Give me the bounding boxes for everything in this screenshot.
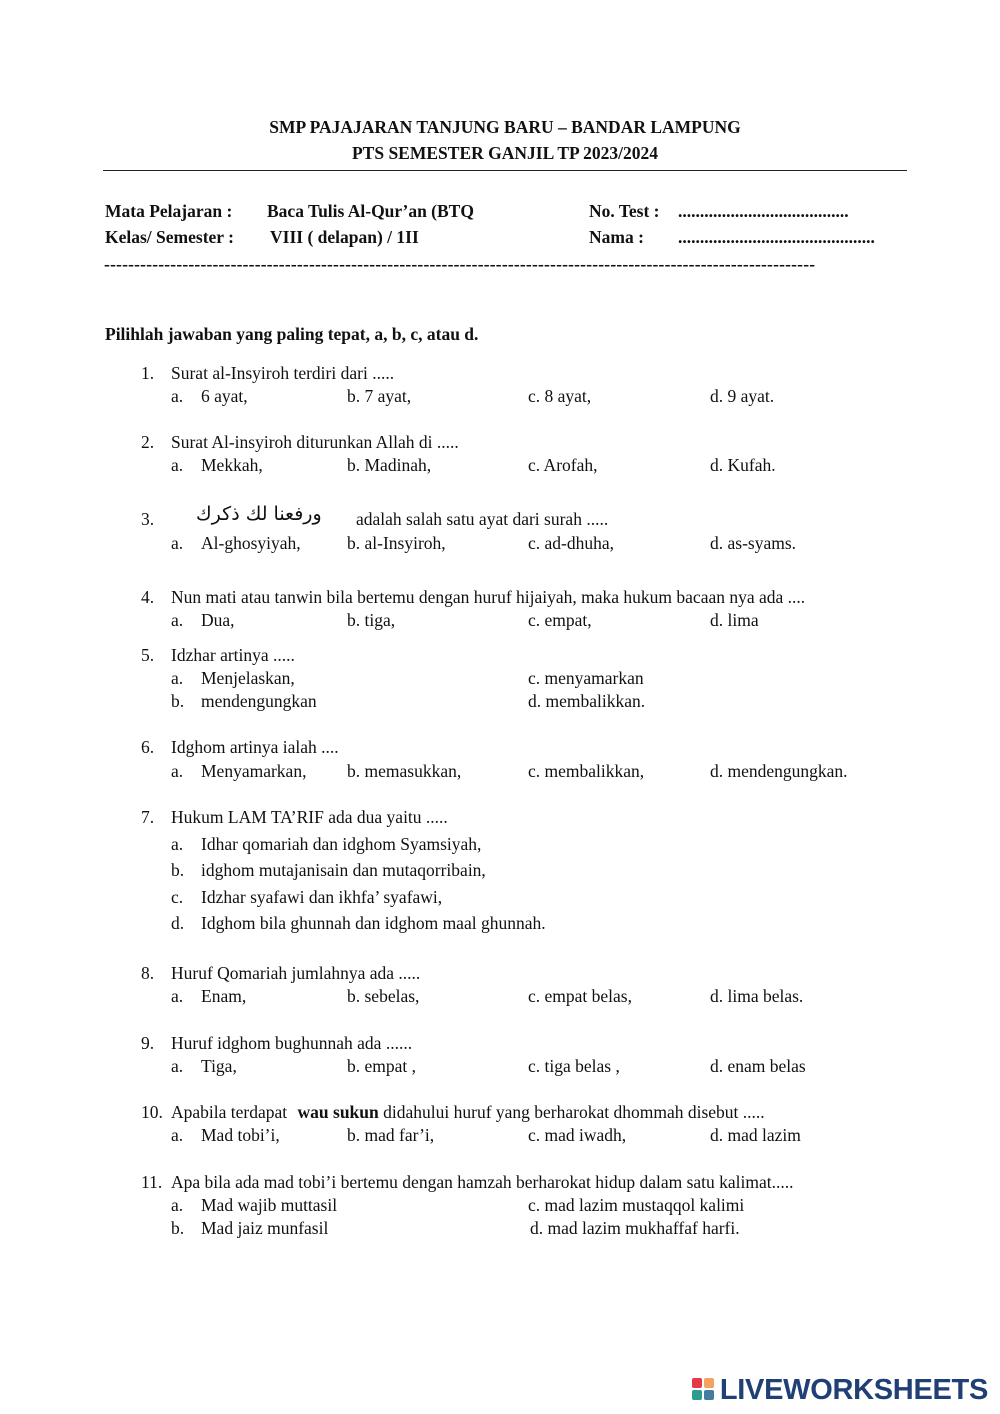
option-c: Idzhar syafawi dan ikhfa’ syafawi,	[201, 887, 443, 907]
option-c: c. 8 ayat,	[528, 386, 592, 406]
option-label: a.	[171, 834, 184, 854]
option-label: a.	[171, 986, 184, 1006]
class-value: VIII ( delapan) / 1II	[270, 227, 419, 247]
option-d: d. Kufah.	[710, 455, 776, 475]
option-c: c. tiga belas ,	[528, 1056, 620, 1076]
option-c: c. membalikkan,	[528, 761, 645, 781]
question-10-number: 10.	[141, 1102, 163, 1122]
option-d: d. enam belas	[710, 1056, 806, 1076]
question-11-text: Apa bila ada mad tobi’i bertemu dengan hamzah berharokat hidup dalam satu kalimat.....	[171, 1172, 794, 1192]
test-number-field: .......................................	[678, 201, 849, 221]
question-3-text: adalah salah satu ayat dari surah .....	[356, 509, 609, 529]
option-c: c. mad iwadh,	[528, 1125, 627, 1145]
option-label: a.	[171, 533, 184, 553]
name-label: Nama :	[589, 227, 644, 247]
arabic-verse: ورفعنا لك ذكرك	[196, 503, 322, 525]
question-8-text: Huruf Qomariah jumlahnya ada .....	[171, 963, 421, 983]
option-d: d. mad lazim mukhaffaf harfi.	[530, 1218, 740, 1238]
option-d: Idghom bila ghunnah dan idghom maal ghunnah.	[201, 913, 546, 933]
option-d: d. lima	[710, 610, 759, 630]
option-a: Enam,	[201, 986, 247, 1006]
question-7-number: 7.	[141, 807, 155, 827]
option-d: d. as-syams.	[710, 533, 797, 553]
option-a: Menjelaskan,	[201, 668, 295, 688]
option-a: Dua,	[201, 610, 235, 630]
option-b: b. 7 ayat,	[347, 386, 412, 406]
option-d: d. mendengungkan.	[710, 761, 848, 781]
option-b: Mad jaiz munfasil	[201, 1218, 329, 1238]
exam-title: PTS SEMESTER GANJIL TP 2023/2024	[351, 143, 658, 163]
option-label: a.	[171, 386, 184, 406]
option-b: b. memasukkan,	[347, 761, 462, 781]
question-10-text-bold: wau sukun	[297, 1102, 379, 1122]
option-a: Mad wajib muttasil	[201, 1195, 338, 1215]
test-number-label: No. Test :	[589, 201, 660, 221]
subject-value: Baca Tulis Al-Qur’an (BTQ	[267, 201, 474, 221]
option-label: a.	[171, 668, 184, 688]
question-3-number: 3.	[141, 509, 155, 529]
instruction: Pilihlah jawaban yang paling tepat, a, b, c, atau d.	[105, 324, 479, 344]
question-2-text: Surat Al-insyiroh diturunkan Allah di .....	[171, 432, 459, 452]
question-7-text: Hukum LAM TA’RIF ada dua yaitu .....	[171, 807, 448, 827]
question-10-text-start: Apabila terdapat	[171, 1102, 288, 1122]
question-5-text: Idzhar artinya .....	[171, 645, 295, 665]
option-c: c. ad-dhuha,	[528, 533, 615, 553]
option-d: d. membalikkan.	[528, 691, 646, 711]
question-1-text: Surat al-Insyiroh terdiri dari .....	[171, 363, 395, 383]
question-9-text: Huruf idghom bughunnah ada ......	[171, 1033, 413, 1053]
question-2-number: 2.	[141, 432, 155, 452]
option-b: idghom mutajanisain dan mutaqorribain,	[201, 860, 486, 880]
option-label: a.	[171, 1125, 184, 1145]
name-field: .............................................	[678, 227, 875, 247]
question-9-number: 9.	[141, 1033, 155, 1053]
class-label: Kelas/ Semester :	[105, 227, 234, 247]
option-b: b. tiga,	[347, 610, 396, 630]
option-c: c. empat belas,	[528, 986, 632, 1006]
question-5-number: 5.	[141, 645, 155, 665]
option-b: b. empat ,	[347, 1056, 417, 1076]
option-d: d. 9 ayat.	[710, 386, 775, 406]
option-c: c. Arofah,	[528, 455, 598, 475]
option-b: b. sebelas,	[347, 986, 420, 1006]
liveworksheets-logo-icon	[692, 1378, 714, 1402]
option-d: d. mad lazim	[710, 1125, 801, 1145]
option-label: a.	[171, 1195, 184, 1215]
question-1-number: 1.	[141, 363, 155, 383]
option-a: Idhar qomariah dan idghom Syamsiyah,	[201, 834, 482, 854]
option-label: a.	[171, 610, 184, 630]
option-b: mendengungkan	[201, 691, 317, 711]
option-b: b. Madinah,	[347, 455, 432, 475]
question-6-number: 6.	[141, 737, 155, 757]
option-label: b.	[171, 1218, 185, 1238]
question-8-number: 8.	[141, 963, 155, 983]
question-10-text-end: didahului huruf yang berharokat dhommah disebut .....	[383, 1102, 765, 1122]
header-divider	[103, 170, 907, 171]
option-b: b. mad far’i,	[347, 1125, 435, 1145]
option-a: Mad tobi’i,	[201, 1125, 280, 1145]
option-a: Tiga,	[201, 1056, 237, 1076]
option-label: b.	[171, 691, 185, 711]
option-c: c. menyamarkan	[528, 668, 644, 688]
option-label: a.	[171, 761, 184, 781]
question-4-text: Nun mati atau tanwin bila bertemu dengan huruf hijaiyah, maka hukum bacaan nya ada ....	[171, 587, 806, 607]
question-6-text: Idghom artinya ialah ....	[171, 737, 339, 757]
option-label: a.	[171, 455, 184, 475]
subject-label: Mata Pelajaran :	[105, 201, 233, 221]
option-a: 6 ayat,	[201, 386, 248, 406]
option-c: c. empat,	[528, 610, 592, 630]
option-a: Menyamarkan,	[201, 761, 307, 781]
option-label: d.	[171, 913, 185, 933]
option-d: d. lima belas.	[710, 986, 804, 1006]
question-11-number: 11.	[141, 1172, 163, 1192]
dashed-separator: ----------------------------------------------------------------------------------------------------------------------	[104, 254, 816, 274]
option-label: a.	[171, 1056, 184, 1076]
option-a: Al-ghosyiyah,	[201, 533, 301, 553]
option-b: b. al-Insyiroh,	[347, 533, 446, 553]
option-a: Mekkah,	[201, 455, 263, 475]
liveworksheets-watermark: LIVEWORKSHEETS	[719, 1374, 988, 1406]
option-label: c.	[171, 887, 184, 907]
question-4-number: 4.	[141, 587, 155, 607]
school-title: SMP PAJAJARAN TANJUNG BARU – BANDAR LAMPUNG	[269, 117, 741, 137]
option-label: b.	[171, 860, 185, 880]
option-c: c. mad lazim mustaqqol kalimi	[528, 1195, 745, 1215]
question-10-text	[171, 1102, 765, 1123]
